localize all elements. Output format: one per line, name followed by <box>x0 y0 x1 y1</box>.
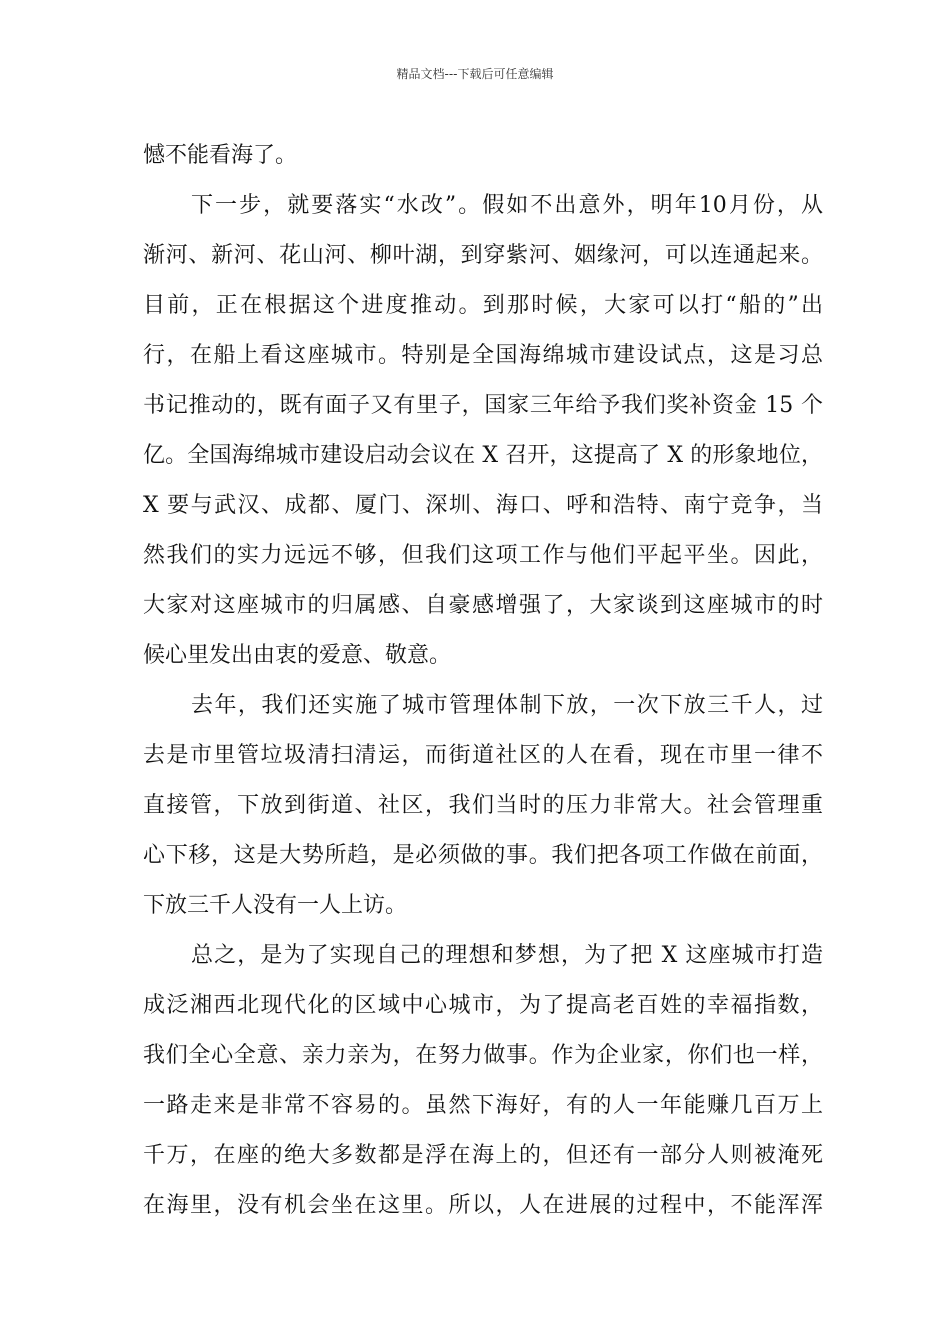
text-line: 目前，正在根据这个进度推动。到那时候，大家可以打“船的”出 <box>143 293 823 318</box>
text-line: 成泛湘西北现代化的区域中心城市，为了提高老百姓的幸福指数， <box>143 993 823 1018</box>
text-line: 去是市里管垃圾清扫清运，而街道社区的人在看，现在市里一律不 <box>143 743 823 768</box>
text-line: 然我们的实力远远不够，但我们这项工作与他们平起平坐。因此， <box>143 543 823 568</box>
text-line: 千万，在座的绝大多数都是浮在海上的，但还有一部分人则被淹死 <box>143 1143 823 1168</box>
text-line: 我们全心全意、亲力亲为，在努力做事。作为企业家，你们也一样， <box>143 1043 823 1068</box>
text-line: 总之，是为了实现自己的理想和梦想，为了把 X 这座城市打造 <box>191 943 823 968</box>
page-header: 精品文档---下载后可任意编辑 <box>396 67 554 81</box>
text-line: 书记推动的，既有面子又有里子，国家三年给予我们奖补资金 15 个 <box>143 393 823 418</box>
text-line: 憾不能看海了。 <box>143 143 298 168</box>
text-line: 渐河、新河、花山河、柳叶湖，到穿紫河、姻缘河，可以连通起来。 <box>143 243 823 268</box>
text-line: 亿。全国海绵城市建设启动会议在 X 召开，这提高了 X 的形象地位， <box>143 443 823 468</box>
text-line: 下一步，就要落实“水改”。假如不出意外，明年10月份，从 <box>191 193 823 218</box>
text-line: 心下移，这是大势所趋，是必须做的事。我们把各项工作做在前面， <box>143 843 823 868</box>
text-line: 一路走来是非常不容易的。虽然下海好，有的人一年能赚几百万上 <box>143 1093 823 1118</box>
text-line: 行，在船上看这座城市。特别是全国海绵城市建设试点，这是习总 <box>143 343 823 368</box>
text-line: 下放三千人没有一人上访。 <box>143 893 408 918</box>
text-line: 去年，我们还实施了城市管理体制下放，一次下放三千人，过 <box>191 693 823 718</box>
text-line: X 要与武汉、成都、厦门、深圳、海口、呼和浩特、南宁竞争，当 <box>143 493 823 518</box>
body-text <box>143 131 823 1231</box>
text-line: 候心里发出由衷的爱意、敬意。 <box>143 643 452 668</box>
text-line: 大家对这座城市的归属感、自豪感增强了，大家谈到这座城市的时 <box>143 593 823 618</box>
text-line: 直接管，下放到街道、社区，我们当时的压力非常大。社会管理重 <box>143 793 823 818</box>
text-line: 在海里，没有机会坐在这里。所以，人在进展的过程中，不能浑浑 <box>143 1193 823 1218</box>
